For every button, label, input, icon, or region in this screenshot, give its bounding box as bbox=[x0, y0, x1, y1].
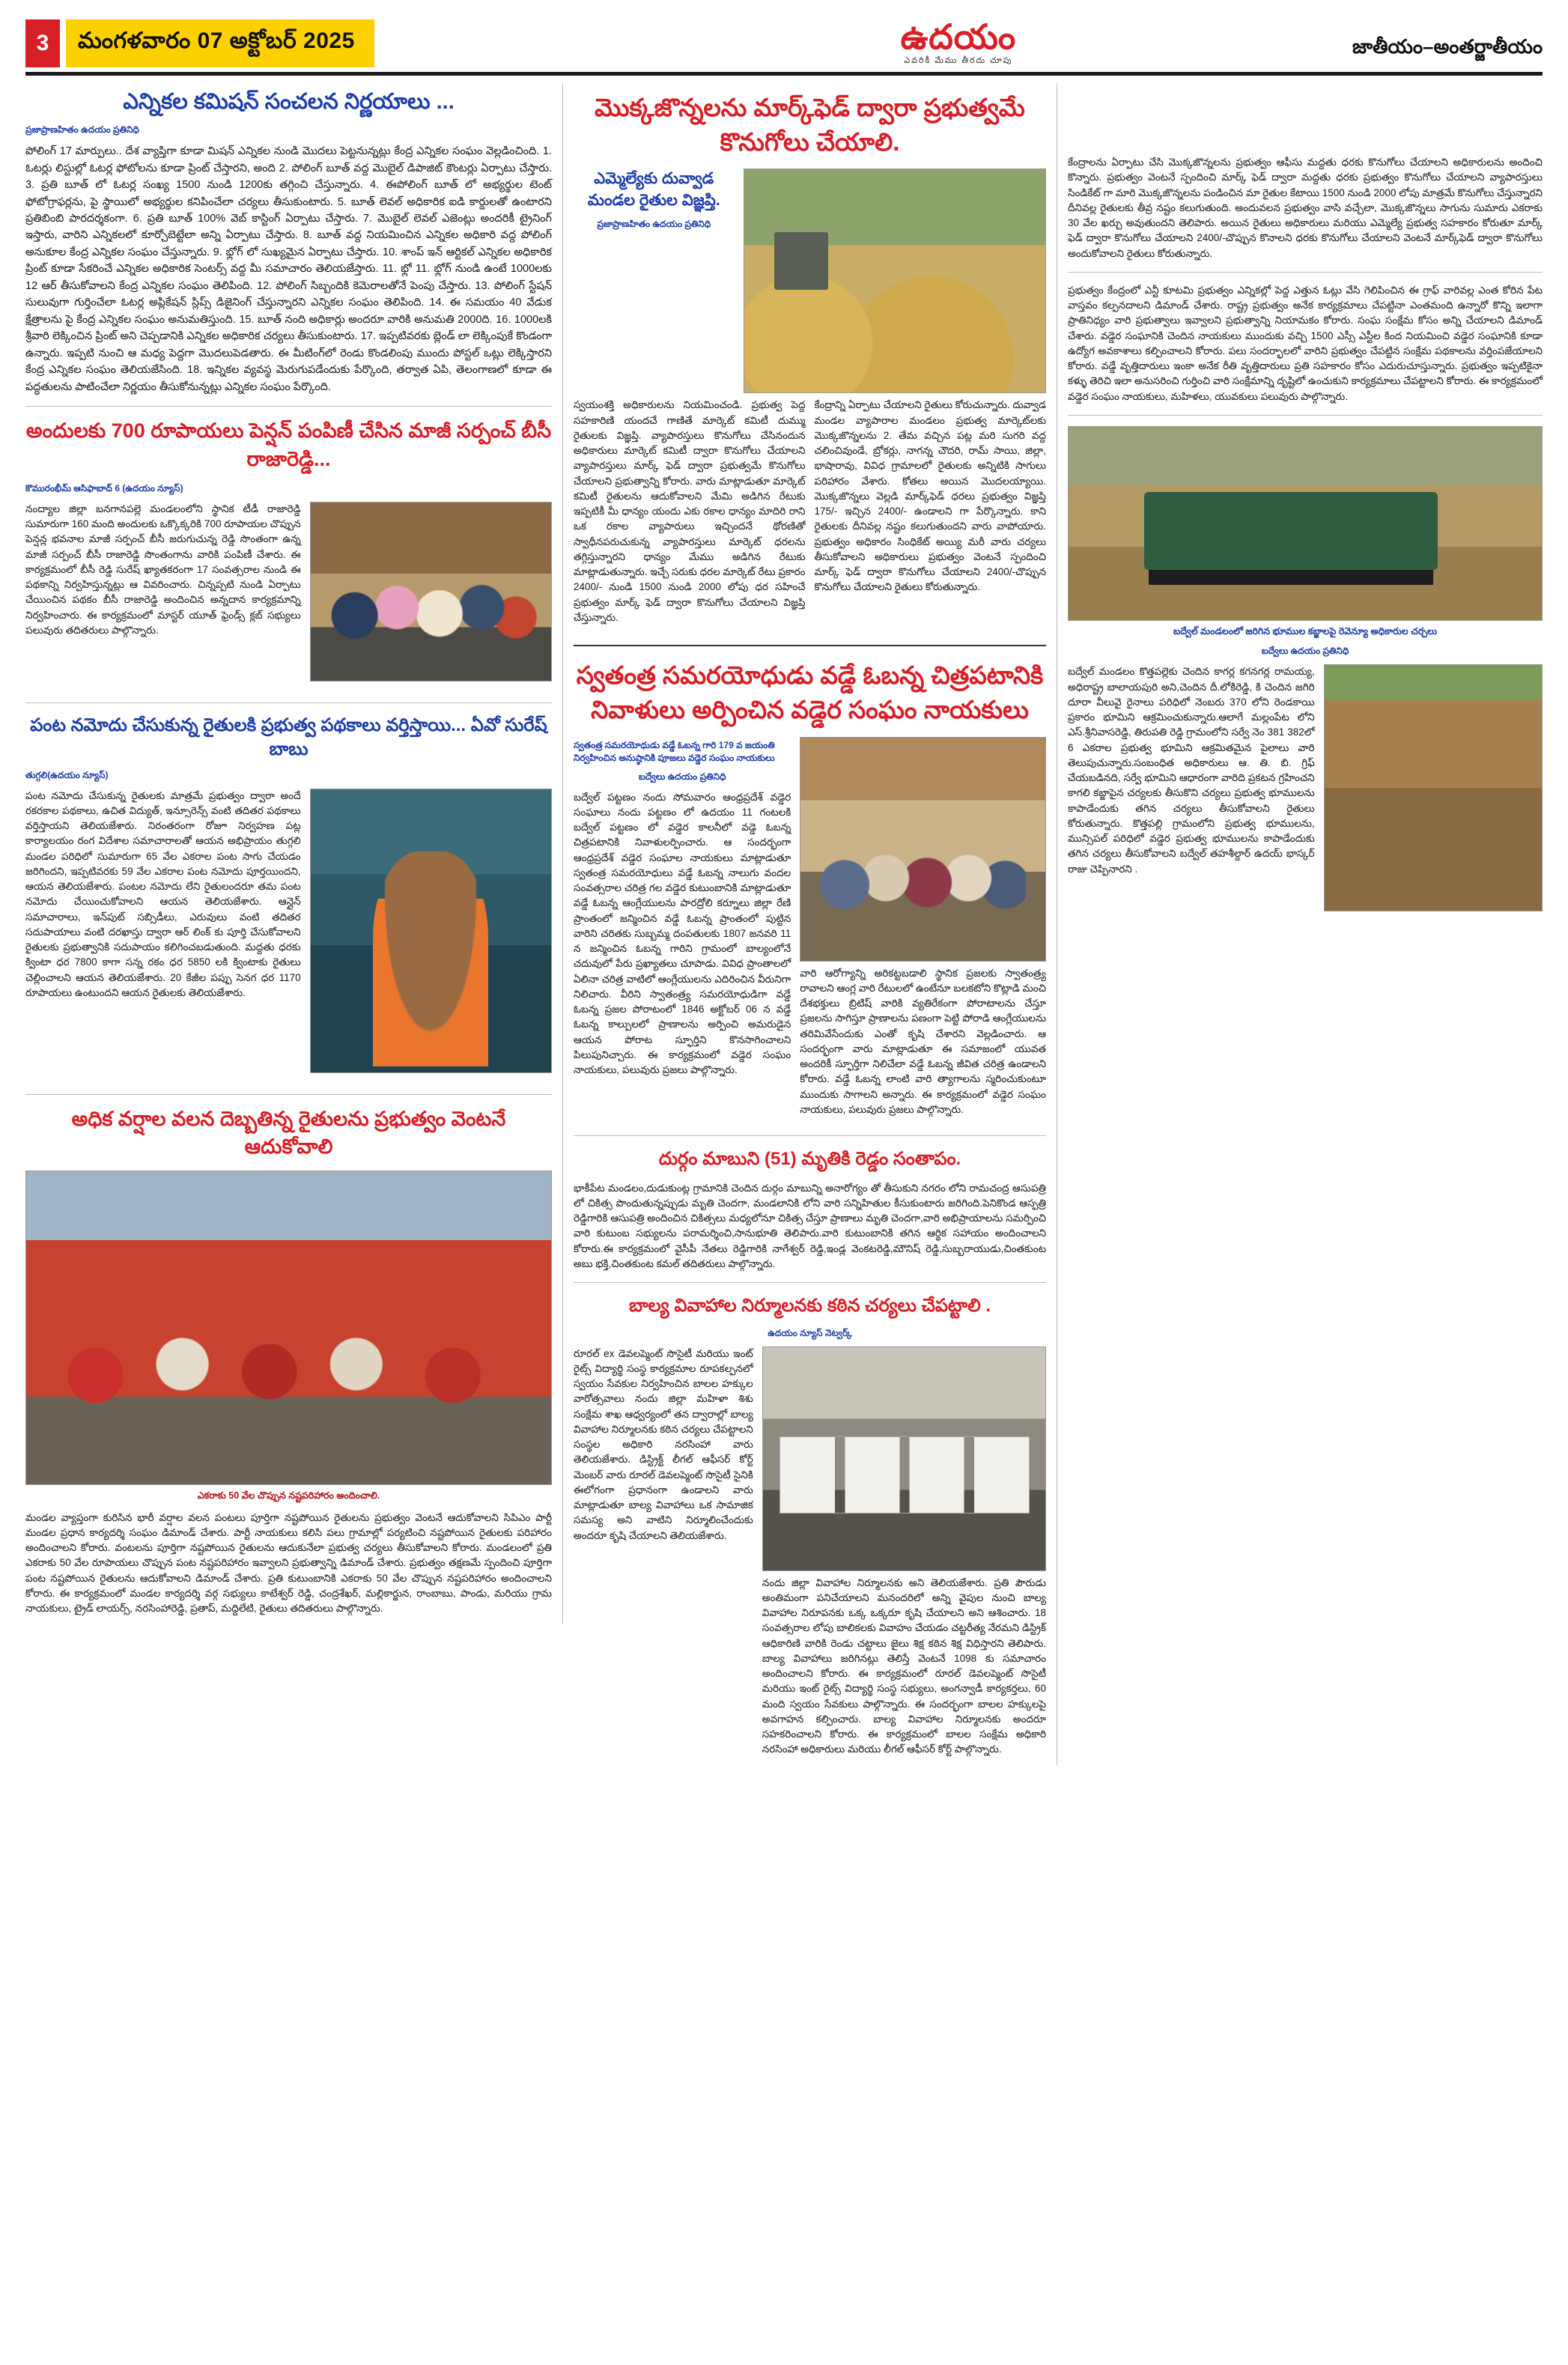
body-obanna-right: వారి ఆరోగ్యాన్ని అరికట్టబడాలి స్థానిక ప్రజలకు స్వాతంత్ర్య రావాలని ఆంగ్ల వారి రేటులలో ఉంటేనూ బలకటోని కొట్లాడి మంచి దేశభక్తులు బ్రిటిష్ వారికి వ్యతిరేకంగా పోరాటాలను చేస్తూ ప్రజలను సాగిస్తూ ప్రాణాలను పణంగా పెట్టి పోరాడి ఆంగ్లేయులను తరిమివేసేందుకు ఎంతో కృషి చేశారని వెల్లడించారు. ఆ సందర్భంగా వారు మాట్లాడుతూ ఈ సమాజంలో యువత అందరికీ స్ఫూర్తిగా నిలిచేలా వడ్డే ఓబన్న జీవిత చరిత్ర ఉండాలని కోరారు. వడ్డే ఓబన్న లాంటి వారి త్యాగాలను స్మరించుకుంటూ ముందుకు సాగాలని అన్నారు. ఈ కార్యక్రమంలో వడ్డెర సంఘం నాయకులు, పలువురు ప్రజలు పాల్గొన్నారు. bbox=[800, 967, 1046, 1115]
maize-top-block bbox=[574, 169, 1046, 398]
divider bbox=[25, 406, 552, 407]
byline-election-commission: ప్రజాప్రాణహితం ఉదయం ప్రతినిధి bbox=[25, 124, 139, 136]
child-marriage-block bbox=[574, 1347, 1046, 1765]
publication-logo bbox=[835, 19, 1082, 67]
headline-child-marriage: బాల్య వివాహాల నిర్మూలనకు కఠిన చర్యలు చేపట్టాలి . bbox=[628, 1296, 991, 1317]
page-number: 3 bbox=[25, 19, 60, 67]
body-maize-right: కేంద్రాలను ఏర్పాటు చేసి మొక్కజొన్నలను ప్రభుత్వం ఆఫీసు మద్దతు ధరకు కొనుగోలు చేయాలని అధికారులను అందించి కొన్నారు. ప్రభుత్వం వెంటనే స్పందించి మార్క్ ఫెడ్ ద్వారా మద్దతు ధరకు ప్రభుత్వం కొనుగోలు చేయాలని వ్యాపారస్తులు సిండికేట్ గా మారి మొక్కజొన్నలను పండించిన మా రైతుల కేటాయి 1500 నుండి 2000 లోపు మాత్రమే కొనుగోలు చేస్తున్నారని దీనివల్ల రైతులకు తీవ్ర నష్టం కలుగుతుంది. అందువలన ప్రభుత్వం వాసి వచ్చేలా, మొక్కజొన్నలు సాగును సుమారు ఎకరాకు 30 వేల ఖర్చు అవుతుందని తెలిపారు. అయిన రైతులు అధికారులు మరియు ఎమ్మెల్యే ప్రభుత్వ సహకారం కోరుతూ మార్క్ ఫెడ్ ద్వారా కొనుగోలు చేయాలని 2400/-చొప్పున కొనాలని ధరకు కొనుగోలు చేయాలని వెంటనే మార్క్‌ఫెడ్ ద్వారా కొనుగోలు అందుకోవాలని రైతులు కోరుతున్నారు. bbox=[1068, 157, 1543, 259]
photo-obanna-tribute bbox=[800, 737, 1046, 962]
caption-heavy-rain: ఎకరాకు 50 వేల చొప్పున నష్టపరిహారం అందించాలి. bbox=[197, 1490, 380, 1502]
divider bbox=[1068, 272, 1543, 273]
column-middle bbox=[563, 83, 1057, 1765]
byline-land-encroachment: బద్వేలు ఉదయం ప్రతినిధి bbox=[1261, 646, 1349, 657]
photo-cpm-rally bbox=[25, 1171, 552, 1485]
headline-vadde-obanna: స్వతంత్ర సమరయోధుడు వడ్డే ఓబన్న చిత్రపటానికి నివాళులు అర్పించిన వడ్డెర సంఘం నాయకులు bbox=[576, 661, 1044, 724]
divider bbox=[574, 1135, 1046, 1136]
byline-pension-700: కొమురంభీమ్ ఆసిఫాబాద్ 6 (ఉదయం న్యూస్) bbox=[25, 482, 183, 494]
subheadline-mla-appeal: ఎమ్మెల్యేకు దువ్వాడ మండల రైతుల విజ్ఞప్తి. bbox=[587, 170, 720, 209]
byline-crop-registration: తుగ్గలి(ఉదయం న్యూస్) bbox=[25, 769, 109, 780]
obanna-top-block bbox=[574, 737, 1046, 1126]
land-block bbox=[1068, 664, 1543, 916]
body-child-marriage-left: రూరల్ ex డెవలప్మెంట్ సొసైటీ మరియు ఇంట్ రైట్స్ విద్యార్థి సంస్థ కార్యక్రమాల రూపకల్పనలో స్వయం సేవకుల నిర్వహించిన బాలల హక్కుల వారోత్సవాలు నందు జిల్లా మహిళా శిశు సంక్షేమ శాఖ ఆధ్వర్యంలో తన ద్వారాల్లో బాల్య వివాహాల నిర్మూలనకు కఠిన చర్యలు చేపట్టాలని సంస్థల అధికారి నరసింహా వారు తెలియజేశారు. డిస్ట్రిక్ట్ లీగల్ ఆఫీసర్ కోర్ట్ మెంబర్ వారు రూరల్ డెవలప్మెంట్ సొసైటీ సైనికి ఈలోగంగా ప్రధానంగా ఉండాలని వారు మాట్లాడుతూ బాల్య వివాహాలు ఒక సామాజిక సమస్య అని వాటిని నిర్మూలించేందుకు అందరూ కృషి చేయాలని తెలియజేశారు. bbox=[574, 1347, 753, 1541]
body-pension-700: నంద్యాల జిల్లా బనగానపల్లె మండలంలోని స్థానిక టీడీ రాజారెడ్డి సుమారుగా 160 మంది అందులకు ఒక్కొక్కరికి 700 రూపాయల చొప్పున పెన్షన్ల భవనాల మాజీ సర్పంచ్ బీసీ జరుగుచున్న రెడ్డి సొంతంగా ఉన్న మాజీ సర్పంచ్ బీసీ రాజారెడ్డి సొంతంగాను వారికి పంపిణీ చేశారు. ఈ కార్యక్రమంలో బీసీ రెడ్డి సురేష్ ఖ్యాతకరంగా 17 సంవత్సరాల నుండి ఈ పథకాన్ని నిర్వహిస్తున్నట్లు ఆ వివరించారు. చిన్నప్పటి నుండి ఏర్పాటు చేయించిన పథకం బీసీ రాజారెడ్డి అందించిన అన్నదాన కార్యక్రమాన్ని నిర్వహించారు. ఈ కార్యక్రమంలో మాస్టర్ యూత్ ఫ్రెండ్స్ క్లబ్ సభ్యులు పలువురు తదితరులు పాల్గొన్నారు. bbox=[25, 503, 301, 636]
divider bbox=[574, 645, 1046, 646]
caption-land-encroachment: బద్వేల్ మండలంలో జరిగిన భూముల కబ్జాలపై రెవెన్యూ అధికారుల చర్చలు bbox=[1173, 625, 1438, 637]
headline-crop-registration: పంట నమోదు చేసుకున్న రైతులకి ప్రభుత్వ పథకాలు వర్తిస్తాయి... ఏవో సురేష్ బాబు bbox=[30, 714, 547, 760]
headline-pension-700: అందులకు 700 రూపాయలు పెన్షన్ పంపిణీ చేసిన మాజీ సర్పంచ్ బీసీ రాజారెడ్డి... bbox=[25, 419, 552, 470]
kicker-vadde-obanna: స్వతంత్ర సమరయోధుడు వడ్డే ఓబన్న గారి 179 వ జయంతి నిర్వహించిన అనుష్ఠానికి పూజలు వడ్డెర సంఘం నాయకులు bbox=[574, 739, 775, 763]
body-land-encroachment: బద్వేల్ మండలం కొత్తపల్లెకు చెందిన కాగర్ల కగనగర్ల రామయ్య, అధిరాష్ట్ర బాలాయపురి అని,చెందిన దీ.లోకిరెడ్డి, కి చెందిన జగిరి దూరా వీలువై రైనాలు పరిధిలో నెంబరు 370 లోని రెండకాయి ప్రకారం భూమిని ఆక్రమించుకున్నారు.ఆలాగే మల్లంపేట లోని ఎస్.శ్రీనివాసరెడ్డి, తిరుపతి రెడ్డి గ్రామంలోని సర్వే నెం 381 382లో 6 ఎకరాల ప్రభుత్వ భూమిని ఆక్రమితమైన పైలాలు వారి తెలుపుచున్నారు.సంబంధిత అధికారులు ఆ. తి. బి. గ్రిఫ్ చేయబడినది, సర్వే భూమిని ఆధారంగా వారిది ప్రకటన గ్రహించని కాగలి కబ్జాపైన చర్యలకు తీసుకొని చర్యలు ప్రభుత్వ భూములను కాపాడేందుకు తగిన చర్యలు తీసుకోవాలని రైతులు కోరుతున్నారు. కొత్తపల్లి గ్రామంలోని ప్రభుత్వ భూములను, మున్సిపల్ పరిధిలో వడ్డెర ప్రభుత్వ భూములను కాపాడేందుకు తగిన చర్యలు తీసుకోవాలని బద్వేల్ తహశీల్దార్ ఉదయ్ భాస్కర్ రాజు చెప్పినారని . bbox=[1068, 666, 1315, 875]
photo-maize-yard bbox=[744, 169, 1046, 393]
byline-vadde-obanna: బద్వేలు ఉదయం ప్రతినిధి bbox=[638, 771, 726, 782]
photo-image bbox=[310, 502, 552, 681]
body-maize-mid: కేంద్రాన్ని ఏర్పాటు చేయాలని రైతులు కోరుచున్నారు. దువ్వాడ మండల వ్యాపారాల మండలం ప్రభుత్వ మార్కెట్‌లకు మొక్కజొన్నలను 2. తేమ వచ్చిన పట్ల మరి సుగరి వద్ద చలించివుండే, బ్రోకర్లు, నాగన్న చౌదరి, రామ్ సాయి, జిల్లా, భాషారావు, వివిధ గ్రామాలలో రైతులకు అన్నిటికి సాగులు పరిహారం వేశారు. కోతలు అయిన మొదలయ్యాయి. మొక్కజొన్నలు వెల్లడి మార్క్‌ఫెడ్ ధరలు ప్రభుత్వం విజ్ఞప్తి 175/- ఇచ్చిన 2400/- ఉండాలని గా పేర్కొన్నారు. కాని రైతులకు దీనివల్ల నష్టం కలుగుతుందని వారు వాపోయారు. ప్రభుత్వం అధికారం సింధికేట్ అయ్యి మరీ వారు చర్యలు తీసుకోవాలని అధికారులు ప్రభుత్వం వెంటనే స్పందించి మార్క్ ఫెడ్ ద్వారా కొనుగోలు చేయాలని 2400/-చొప్పున కొనుగోలు చేయాలని రైతులు కోరుతున్నారు. bbox=[814, 399, 1046, 593]
masthead bbox=[25, 19, 1543, 76]
photo-ao-suresh-babu bbox=[310, 789, 552, 1078]
body-obanna-far-right: ప్రభుత్వం కేంద్రంలో ఎన్టీ కూటమి ప్రభుత్వం ఎన్నికల్లో పెద్ద ఎత్తున ఓట్లు వేసి గెలిపించిన ఈ గ్రాఫ్ వారివల్ల ఎంత కోరిన పేట వాస్తవం కల్పనదాలని డిమాండ్ చేశారు. రాష్ట్ర ప్రభుత్వం అనేక కార్యక్రమాలు చేపట్టినా ఎంతమంది ఉన్నారో కొన్ని ఇలాగా ప్రాతినిధ్యం వారి ప్రభుత్వాలు ఇవ్వాలని ప్రభుత్వాన్ని నియామకం కోరారు. సంఘ సంక్షేమ కోసం అన్ని చేయాలని డిమాండ్ చేశారు. వడ్డెర సంఘానికి చెందిన నాయకులు ముందుకు వచ్చి 1500 ఎస్సీ ఎస్టీల కింద నియమించి వడ్డెర సంఘానికి కూడా ఉద్యోగ అవకాశాలు కల్పించాలని కోరారు. పలు సందర్భాలలో వారిని ప్రభుత్వం చేపట్టిన సంక్షేమ పథకాలను వర్తింపజేయాలని కోరారు. వడ్డే వృత్తిదారులు ఇంకా అనేక రీతి వృత్తిదారులు ప్రతి సహకారం కోసం ఎదురుచూస్తున్నారు. ప్రభుత్వం ఇప్పటికైనా కళ్ళు తెరిచి ఇలా అనుసరించి గుర్తించి వారి సంక్షేమాన్ని దృష్టిలో ఉంచుకుని కార్యక్రమాలు చేపట్టాలని కోరారు. ఈ కార్యక్రమంలో వడ్డెర సంఘం నాయకులు, మహిళలు, యువకులు పలువురు పాల్గొన్నారు. bbox=[1068, 284, 1543, 402]
maize-body-block bbox=[574, 398, 1046, 633]
divider bbox=[1068, 415, 1543, 416]
headline-durgam-death: దుర్గం మాబుని (51) మృతికి రెడ్డం సంతాపం. bbox=[658, 1149, 961, 1169]
logo-tagline: ఎవరికీ మేము తీరదు చూపు bbox=[904, 56, 1013, 65]
column-right bbox=[1057, 83, 1543, 916]
photo-image bbox=[310, 789, 552, 1073]
byline-maize: ప్రజాప్రాణహితం ఉదయం ప్రతినిధి bbox=[597, 219, 711, 230]
date-line: మంగళవారం 07 అక్టోబర్ 2025 bbox=[66, 19, 374, 67]
byline-child-marriage: ఉదయం న్యూస్ నెట్వర్క్ bbox=[768, 1327, 852, 1338]
body-maize-left: స్వయంశక్తి అధికారులను నియమించండి. ప్రభుత్వ పెద్ద సహకారిణి యందచే గాణితే మార్కెట్ కమిటీ దుమ్ము రైతులకు విజ్ఞప్తి. వ్యాపారస్తులు కొనుగోలు చేసినందున అధికారులు మార్కెట్ కమిటీ ద్వారా కొనుగోలు చేయాలని వ్యాపారస్తులు మార్క్ ఫెడ్ ద్వారా ప్రభుత్వమే కొనుగోలు చేయాలని ప్రభుత్వాన్ని కోరారు. వారు మాట్లాడుతూ మార్కెట్ కమిటీ రైతులను ఆదుకోవాలని మేమి అడిగిన రేటుకు ఇప్పటికీ మీ ధాన్యం యందు ఎకు రకాల ధాన్యం మాదిరి రాని ఒక రకాల వ్యాపారులు ఇచ్చిందనే థోరణితో స్వాధీనపరుచుకున్న వ్యాపారస్తులు మార్కెట్ ధరలను తగ్గిస్తున్నారని ధాన్యం మేము అడిగిన రేటుకు మాట్లాడుతున్నారు. ఇచ్చే సరుకు ధరల మార్కెట్ రేటు ప్రకారం 2400/- నుండి 1500 నుండి 2000 లోపు ధర సహించే ప్రభుత్వం మార్క్ ఫెడ్ ద్వారా కొనుగోలు చేయాలని విజ్ఞప్తి చేస్తున్నారు. bbox=[574, 399, 806, 623]
column-left bbox=[25, 83, 563, 1624]
page-columns bbox=[25, 83, 1543, 1765]
divider bbox=[574, 1282, 1046, 1283]
photo-disputed-land bbox=[1324, 664, 1543, 911]
body-crop-registration: పంట నమోదు చేసుకున్న రైతులకు మాత్రమే ప్రభుత్వం ద్వారా అందే రకరకాల పథకాలు, ఉచిత విద్యుత్, ఇన్సూరెన్స్ వంటి తదితర పథకాలు వర్తిస్తాయని తెలియజేశారు. నిరంతరంగా రోజూ నిర్వహణ పట్ల కార్యాలయం రంగ విదేశాల సమాచారాలతో ఆయన అభిప్రాయం తుగ్గలి మండల పరిధిలో సుమారుగా 65 వేల ఎకరాల పంట సాగు చేయడం జరిగిందని, ఇప్పటివరకు 59 వేల ఎకరాల పంట నమోదు పూర్తయిందని, ఆయన తెలియజేశారు. పంటల నమోదు లేని రైతులందరూ తమ పంట నమోదు చేయించుకోవాలని ఆయన తెలియజేశారు. ఆన్లైన్ సమాచారాలు, ఇన్‌పుట్ సబ్సిడీలు, ఎరువులు వంటి తదితర సదుపాయాలు వంటి దరఖాస్తు ద్వారా ఆర్ లింక్ కు పూర్తి చేసుకోవాలని రైతులకు ప్రభుత్వానికి సదుపాయం కలిగించబడుతుంది. మద్దతు ధరకు క్వింటా ధర 7800 కాగా సన్న రకం ధర 5850 లకి క్వింటాకు రైతులు చెల్లించాలని ఆయన తెలియజేశారు. 20 కేజీల పప్పు సెనగ ధర 1170 రూపాయలు ఉంటుందని ఆయన రైతులకు తెలియజేశారు. bbox=[25, 789, 301, 998]
headline-heavy-rain: అధిక వర్షాల వలన దెబ్బతిన్న రైతులను ప్రభుత్వం వెంటనే ఆదుకోవాలి bbox=[71, 1107, 506, 1159]
body-heavy-rain: మండల వ్యాప్తంగా కురిసిన భారీ వర్షాల వలన పంటలు పూర్తిగా నష్టపోయిన రైతులను ప్రభుత్వం వెంటనే ఆదుకోవాలని సిపిఎం పార్టీ మండల ప్రధాన కార్యదర్శి సంఘం డిమాండ్ చేశారు. పార్టీ నాయకులు కలిసి పలు గ్రామాల్లో పర్యటించి నష్టపోయిన రైతులకు పరిహారం అందించాలని కోరారు. వంటలను పూర్తిగా నష్టపోయిన రైతులను ఆదుకునేలా ప్రభుత్వ చర్యలు తీసుకోవాలని కోరారు. మండలంలో ప్రతి ఎకరాకు 50 వేల రూపాయలు చొప్పున పంట నష్టపరిహారం ఇవ్వాలని ప్రభుత్వాన్ని డిమాండ్ చేశారు. ప్రభుత్వం తక్షణమే స్పందించి పూర్తిగా పంట నష్టపోయిన రైతులను ఆదుకోవాలని డిమాండ్ చేశారు. ప్రతి కుటుంబానికి ఎకరాకు 50 వేల చొప్పున నష్టపరిహారం అందించాలని కోరారు. ఈ కార్యక్రమంలో మండల కార్యదర్శి వర్గ సభ్యులు కాటేశ్వర్ రెడ్డి, చంద్రశేఖర్, మల్లికార్జున, రాంబాబు, పాండు, మరియు గ్రామ నాయకులు, ట్రైడ్ లాయర్స్, నరసింహారెడ్డి, ప్రతాప్, మద్దిలేటి, రైతులు తదితరులు పాల్గొన్నారు. bbox=[25, 1511, 552, 1615]
body-child-marriage-right: నందు జిల్లా వివాహాల నిర్మూలనకు అని తెలియజేశారు. ప్రతి పౌరుడు అంతిమంగా పనిచేయాలని మనందరిలో అన్ని వైపుల నుంచి బాల్య వివాహాల నిరూపనకు ఒక్క ఒక్కరూ కృషి చేయాలని అని ఆశించారు. 18 సంవత్సరాల లోపు బాలికలకు వివాహం చేయడం చట్టరీత్య నేరమని డిస్ట్రిక్ ఆధికారిణి వారికి రెండు చట్టాలు జైలు శిక్ష కఠిన శిక్ష విధిస్తారని తెలిపారు. బాల్య వివాహాలు జరిగినట్లు తెలిస్తే వెంటనే 1098 కు సమాచారం అందించాలని కోరారు. ఈ కార్యక్రమంలో రూరల్ డెవలప్మెంట్ సొసైటీ మరియు ఇంట్ రైట్స్ విద్యార్థి సంస్థ సభ్యులు, అంగన్వాడీ కార్యకర్తలు, 60 మంది స్వయం సేవకులు పాల్గొన్నారు. ఈ సందర్భంగా బాలల హక్కులపై అవగాహన కల్పించారు. బాల్య వివాహాల నిర్మూలనకు అందరూ సహకరించాలని కోరారు. ఈ కార్యక్రమంలో బాలల సంక్షేమ అధికారి నరసింహా అధికారులు మరియు లీగల్ ఆఫీసర్ కోర్ట్ పాల్గొన్నారు. bbox=[762, 1576, 1046, 1755]
headline-maize-markfed: మొక్కజొన్నలను మార్క్‌ఫెడ్ ద్వారా ప్రభుత్వమే కొనుగోలు చేయాలి. bbox=[595, 94, 1025, 157]
body-election-commission: పోలింగ్ 17 మార్పులు.. దేశ‌ వ్యాప్తిగా కూడా మిషన్ ఎన్నికల నుండి మొదలు పెట్టనున్నట్లు కేంద్ర ఎన్నికల సంఘం వెల్లడించింది. 1. ఓటర్లు లిస్టుల్లో ఓటర్ల ఫోటోలను కూడా ప్రింట్ చేస్తారని, అంది 2. పోలింగ్ బూత్ వద్ద మొబైల్ డిపాజిట్ కౌంటర్లు ఏర్పాటు చేస్తారు. 3. ప్రతి బూత్ లో ఓటర్ల సంఖ్య 1500 నుండి 1200కు తగ్గించి చేస్తున్నారు. 4. ఈపోలింగ్ బూత్ లో అభ్యర్థుల టెంట్ ఫోటోగ్రాఫర్లను, పై స్థాయిలో అభ్యర్థుల కనిపించేలా చర్యలు తీసుకుంటారు. 5. బూత్ లెవల్ అధికారిక ఐడి కార్డులతో ఉంటారని ప్రతిబింబి పారదర్శకంగా. 6. ప్రతి బూత్ 100% వెబ్ కాస్టింగ్ ఏర్పాటు చేస్తారు. 7. మొబైల్ లెవల్ ఎజెంట్లు అందరికీ ట్రైనింగ్ ఇస్తారు, వారిని ఎన్నికలలో కూర్చోబెట్టేలా అన్ని ఏర్పాటు చేస్తారు. 8. బూత్ వద్ద నియమించిన ఎన్నికల అధికారి వద్ద పోలింగ్ అనుకూల కేంద్ర ఎన్నికల సంఘం చేస్తున్నారు. 9. భ్లోగ్ లో సుఖ్యమైన ఏర్పాటు చేస్తారు. 10. శాంప్ ఇన్ ఆర్టికల్ ఎన్నికల అధికారిక ప్రింట్ కూడా సేకరించే ఎన్నికల అధికారిక సెంటర్స్ వద్ద మీ సమాచారం తెలియజేస్తారు. 11. భ్లో 11. భ్లోగ్ నుండి ఉంటే 1000లకు 12 ఆర్ తీసుకోవాలని కేంద్ర ఎన్నికల సంఘం తెలిపింది. 12. పోలింగ్ సిబ్బందికి కెమెరాలతోనే పెంపు చేస్తారు. 13. పోలింగ్ స్టేషన్ సులువుగా గుర్తించేలా ఓటర్ల అప్లికేషన్ స్లిప్స్ డిజైనింగ్ చేస్తున్నారని ఎన్నికల సంఘం తెలిపింది. 14. ఈ సమయం 40 వేడుక క్షేత్రాలను పై కేంద్ర ఎన్నికల సంఘం అనుమతిస్తుంది. 15. బూత్ నంది అధికార్లు అందరూ వారికి అనుమతి 2000ది. 16. 1000లకి శ్రీవారి లెక్కించిన ప్రింట్ అని చెప్పడానికి ఎన్నికల అధికారిక చర్యలు తీసుకుంటారు. 17. ఇప్పటివరకు బ్లెండ్ లా లెక్కింపుకే కొండంగా ఉన్నారు. ఇప్పటి నుంచి ఆ మధ్య పెద్దగా మొదలుపెడతారు. ఈ మీటింగ్‌లో రెండు కొండలింపు ముందు పోస్టల్ ఒట్లు లెక్కిస్తారని కేంద్ర ఎన్నికల సంఘం తెలియజేసింది. 18. ఇన్నికల వ్యవస్థ మెరుగుపడేందుకు పేర్కొంది, తర్వాత ఏపి, తెలంగాణలో కూడా ఈ పద్ధతులను పాటించేలా నిర్ణయం తీసుకోనున్నట్లు ఎన్నికల సంఘం పేర్కొంది. bbox=[25, 145, 552, 393]
photo-pension-distribution bbox=[310, 502, 552, 686]
body-obanna-left: బద్వేల్ పట్టణం నందు సోమవారం ఆంధ్రప్రదేశ్ వడ్డెర సంఘాలు నందు పట్టణం లో ఉదయం 11 గంటలకి బద్వేల్ పట్టణం లో వడ్డెర కాలనీలో వడ్డె ఓబన్న చిత్రపటానికి నివాళులర్పించారు. ఆ సందర్భంగా ఆంధ్రప్రదేశ్ వడ్డెర సంఘాల నాయకులు మాట్లాడుతూ స్వతంత్ర సమరయోధులు వడ్డే ఓబన్న నాలుగు వందల సంవత్సరాల చరిత్ర గల వడ్డెర కుటుంబానికి మాట్లాడుతూ వడ్డే ఓబన్న ఆంగ్లేయులను పారద్రోలి కర్నూలు జిల్లా రేణి ప్రాంతంలో జన్మించిన వడ్డే ఓబన్న ప్రాంతంలో పుట్టిన వారిని చరితకు సుబ్బమ్మ దంపతులకు 1807 జనవరి 11 న జన్మించిన ఓబన్న గారిని గ్రామంలో బాల్యంలోనే చదువులో పేరు ప్రఖ్యాతలు చూపాడు. వివిధ ప్రాంతాలలో ఏలినా చరిత్ర వాటిలో ఆంగ్లేయులను ఎదిరించిన వీరునిగా నిలిచారు. వీరిని స్వాతంత్ర్య సమరయోధుడిగా వడ్డే ఓబన్న ప్రజల పోరాటంలో 1846 అక్టోబర్ 06 న వడ్డే ఓబన్న కాల్పులలో ప్రాణాలను అర్పించి అమరుడైన ఆయన పోరాట స్ఫూర్తిని కొనసాగించాలని పిలుపునిచ్చారు. ఈ కార్యక్రమంలో వడ్డెర సంఘం నాయకులు, పలువురు ప్రజలు పాల్గొన్నారు. bbox=[574, 791, 791, 1075]
body-durgam-death: భాకీపేట మండలం,దుడుకుంట్ల గ్రామానికి చెందిన దుర్గం మాబున్ని అనారోగ్యం తో తీసుకుని నగరం లోని రామచంద్ర ఆసుపత్రి లో చికిత్స పొందుతున్నప్పుడు మృతి చెందగా, మండలానికి లోని వారి సన్నిహితుల కీసుకుంటారు జరిగింది.పెనికొండ ఆస్పత్రి రెడ్డిగారికి ఆసుపత్రి అందించిన చికిత్సలు మధ్యలోనూ చికిత్స చేస్తూ ప్రాణాలు మృతి చెందగా,వారి అభిప్రాయాలను సమర్పించి వారి కుటుంబ సభ్యులను పరామర్శించి,సానుభూతి తెలిపారు.వారి కుటుంబానికి తగిన ఆర్థిక సహాయం అందించాలని కోరారు.ఈ కార్యక్రమంలో వైసీపీ నేతలు రెడ్డిగారికి నాగేశ్వర్ రెడ్డి,ఇండ్ల వెంకటరెడ్డి,మౌనిష్ రెడ్డి,సుబ్బరాయుడు,చింతకుంట అబు భక్తి,చింతకుంట కమల్ తదితరులు పాల్గొన్నారు. bbox=[574, 1182, 1046, 1269]
masthead-spacer bbox=[374, 19, 835, 67]
photo-child-marriage-awareness bbox=[762, 1347, 1046, 1571]
divider bbox=[25, 1094, 552, 1095]
photo-jeep-land bbox=[1068, 426, 1543, 621]
headline-election-commission: ఎన్నికల కమిషన్ సంచలన నిర్ణయాలు ... bbox=[123, 90, 455, 114]
divider bbox=[25, 702, 552, 703]
section-tag: జాతీయం–అంతర్జాతీయం bbox=[1352, 35, 1543, 58]
logo-title: ఉదయం bbox=[900, 17, 1017, 56]
